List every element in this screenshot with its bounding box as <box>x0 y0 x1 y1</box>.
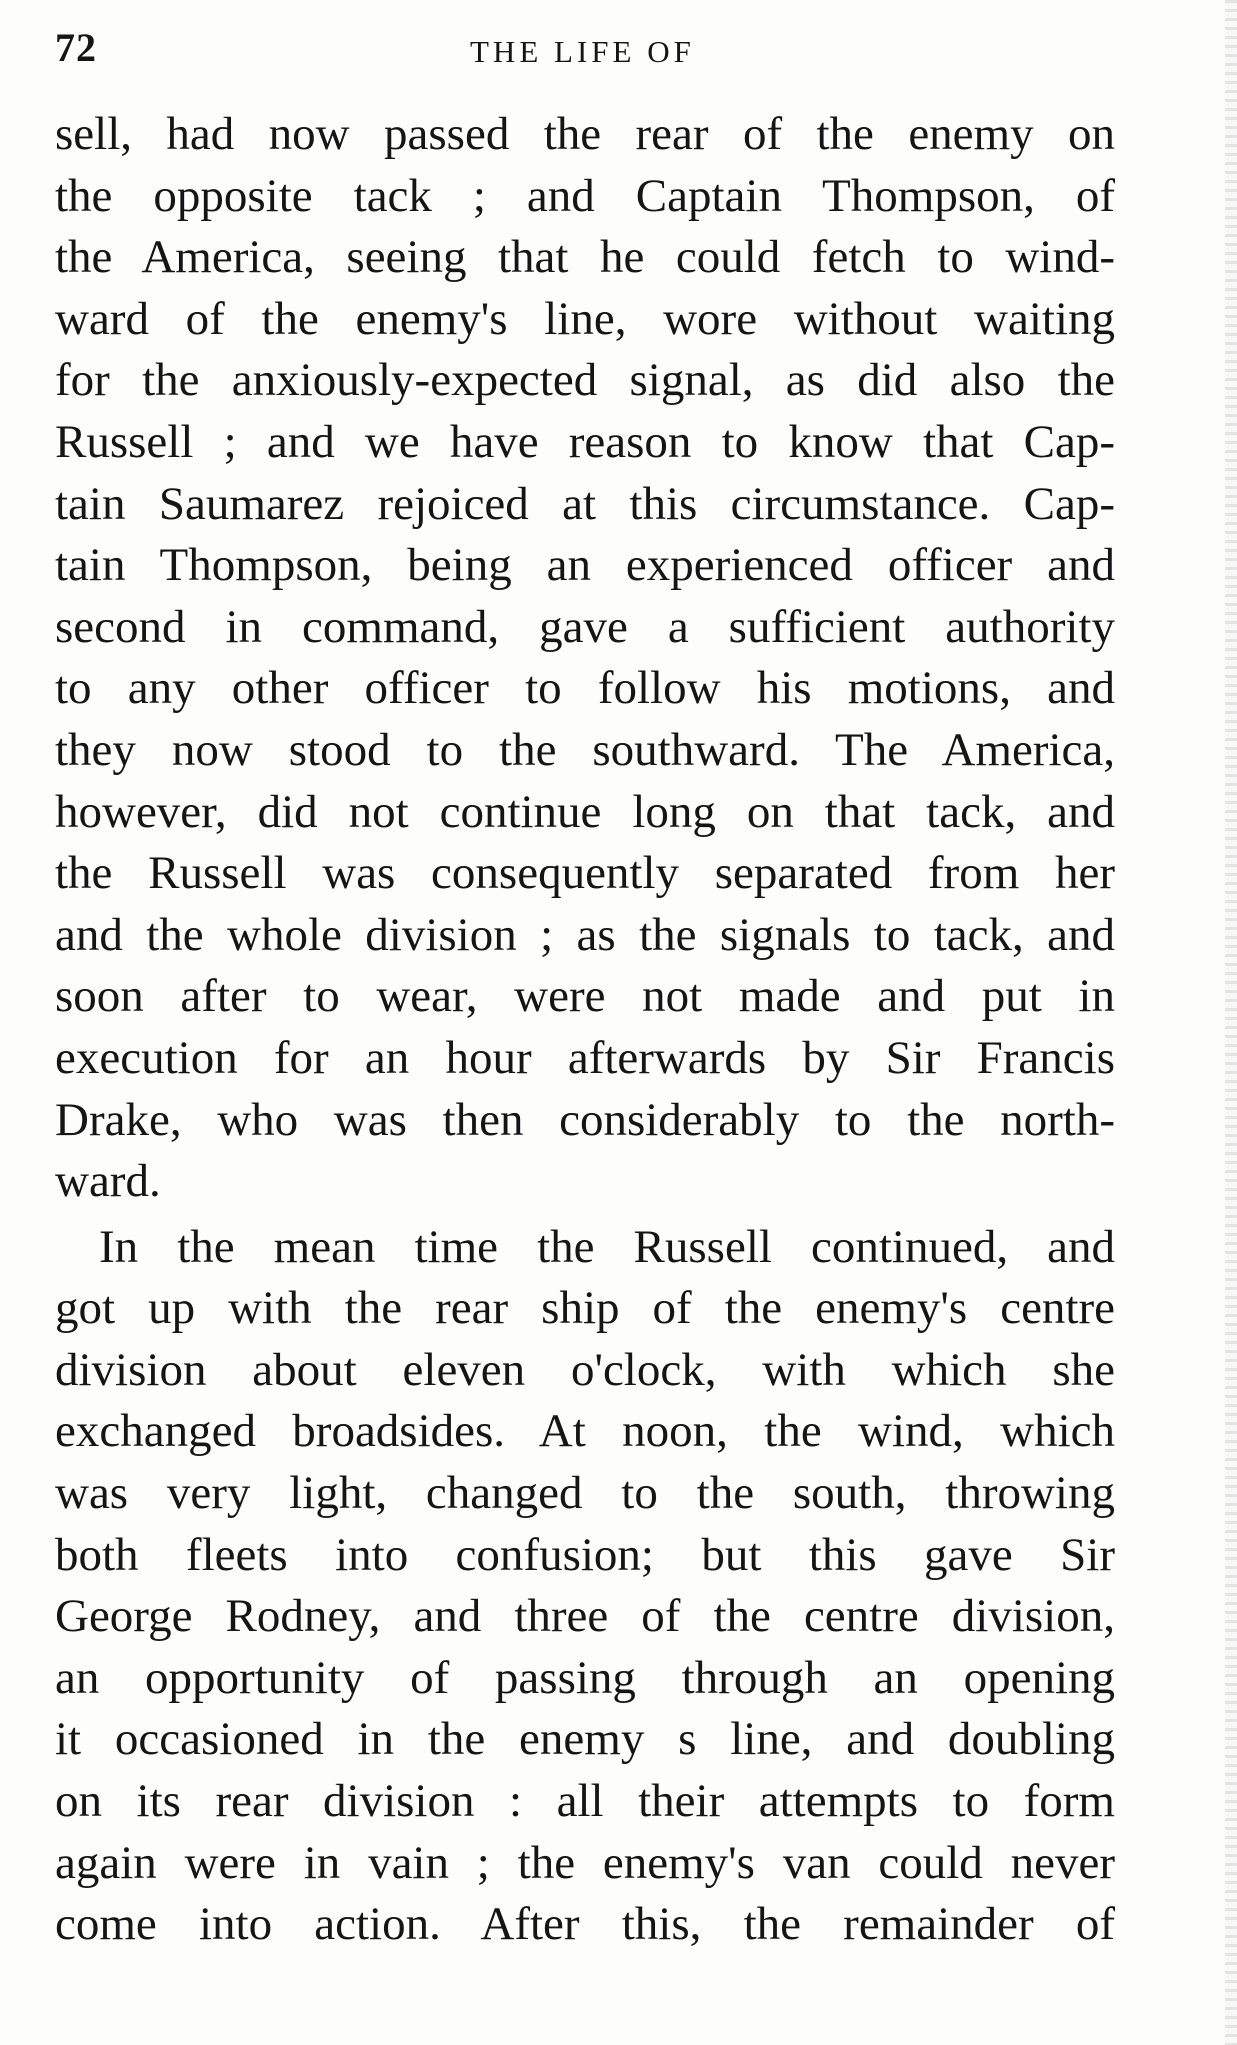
text-line: sell, had now passed the rear of the enemy on <box>55 108 1115 160</box>
text-line: and the whole division ; as the signals to tack, and <box>55 908 1115 961</box>
text-line: tain Saumarez rejoiced at this circumstance. Cap- <box>55 477 1115 530</box>
text-line: they now stood to the southward. The America, <box>55 723 1115 776</box>
text-line: the Russell was consequently separated from her <box>55 847 1115 900</box>
text-line: on its rear division : all their attempts to form <box>55 1775 1115 1828</box>
page-header <box>55 24 1115 84</box>
text-line: second in command, gave a sufficient authority <box>55 600 1115 653</box>
text-line: tain Thompson, being an experienced officer and <box>55 539 1115 592</box>
text-line: In the mean time the Russell continued, and <box>99 1220 1115 1273</box>
paragraph-2 <box>55 1217 1115 1956</box>
text-line: it occasioned in the enemy s line, and doubling <box>55 1713 1115 1766</box>
text-line: ward. <box>55 1155 161 1208</box>
text-line: both fleets into confusion; but this gave Sir <box>55 1528 1115 1581</box>
text-line: however, did not continue long on that tack, and <box>55 785 1115 838</box>
text-line: the opposite tack ; and Captain Thompson, of <box>55 169 1115 222</box>
body-text <box>55 104 1115 1956</box>
text-line: an opportunity of passing through an opening <box>55 1651 1115 1704</box>
text-line: again were in vain ; the enemy's van could never <box>55 1836 1115 1889</box>
text-line: ward of the enemy's line, wore without waiting <box>55 292 1115 345</box>
scan-edge-shadow <box>1225 0 1237 2045</box>
text-line: exchanged broadsides. At noon, the wind, which <box>55 1405 1115 1458</box>
text-line: George Rodney, and three of the centre division, <box>55 1590 1115 1643</box>
page-number: 72 <box>55 25 97 70</box>
text-line: for the anxiously-expected signal, as did also the <box>55 354 1115 407</box>
running-head: THE LIFE OF <box>470 34 695 69</box>
text-line: was very light, changed to the south, throwing <box>55 1467 1115 1520</box>
text-line: Russell ; and we have reason to know that Cap- <box>55 415 1115 468</box>
text-line: soon after to wear, were not made and put in <box>55 970 1115 1023</box>
text-line: Drake, who was then considerably to the north- <box>55 1093 1115 1146</box>
paragraph-1 <box>55 104 1115 1213</box>
text-line: to any other officer to follow his motions, and <box>55 662 1115 715</box>
text-line: got up with the rear ship of the enemy's centre <box>55 1282 1115 1335</box>
text-line: execution for an hour afterwards by Sir Francis <box>55 1031 1115 1084</box>
text-line: the America, seeing that he could fetch to wind- <box>55 231 1115 284</box>
text-line: division about eleven o'clock, with which she <box>55 1343 1115 1396</box>
text-line: come into action. After this, the remainder of <box>55 1898 1115 1951</box>
